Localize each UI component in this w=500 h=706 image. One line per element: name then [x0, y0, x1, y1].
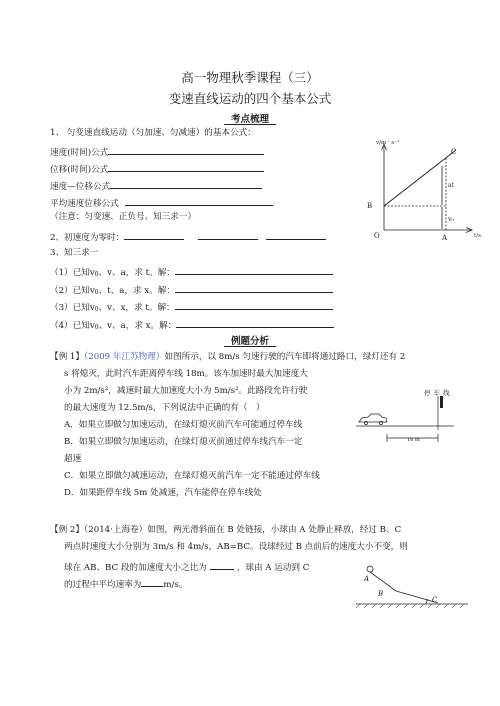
section-heading-examples: 例题分析: [230, 336, 269, 347]
stop-line-label: 停车线: [424, 389, 453, 397]
case-var: v: [89, 268, 95, 278]
formula-displacement-time-label: 位移(时间)公式: [50, 165, 109, 175]
formula-displacement-time: [50, 162, 264, 176]
page-subtitle: 变速直线运动的四个基本公式: [168, 91, 332, 106]
case-var: v: [89, 303, 95, 313]
example-2-line-2: 两点时速度大小分别为 3m/s 和 4m/s，AB=BC。设球经过 B 点前后的速度大小不变，则: [64, 542, 408, 552]
example-2-tag: 【例 2】: [50, 525, 84, 535]
answer-blank[interactable]: [141, 577, 163, 587]
case-var: a: [120, 321, 126, 331]
example-1-option-b-continued: 超速: [64, 454, 82, 464]
answer-blank[interactable]: [210, 560, 234, 570]
point-b-label: B: [367, 202, 373, 210]
x-axis-label: t/s: [474, 233, 481, 239]
incline-figure: [352, 560, 472, 610]
point-c-label: C: [451, 148, 457, 156]
answer-blank[interactable]: [124, 230, 184, 240]
case-prefix: （3）已知: [50, 303, 90, 313]
case-var: v: [89, 321, 95, 331]
example-2-line-4: [64, 577, 187, 591]
case-var: a: [119, 286, 125, 296]
case-var: v: [107, 321, 112, 331]
velocity-time-graph: [362, 134, 488, 244]
case-ask: 求 t。解：: [134, 303, 175, 313]
answer-blank[interactable]: [176, 318, 334, 328]
example-1-line-1: [50, 352, 405, 363]
case-var: t: [107, 286, 111, 296]
formula-velocity-displacement-label: 速度—位移公式: [50, 182, 111, 192]
case-4: （4）已知v0、v、a，求 x。解：: [50, 318, 334, 333]
example-1-text: 如图所示，以 8m/s 匀速行驶的汽车即将通过路口，绿灯还有 2: [164, 352, 406, 362]
case-3: （3）已知v0、v、x，求 t。解：: [50, 300, 333, 315]
case-var: v: [89, 286, 95, 296]
answer-blank[interactable]: [110, 179, 262, 189]
car-icon: [359, 414, 387, 422]
answer-blank[interactable]: [175, 283, 333, 293]
case-2: （2）已知v0、t、a，求 x。解：: [50, 283, 333, 298]
note-text: （注意：匀变速、正负号、知三求一）: [50, 212, 197, 222]
example-1-line-3: 小为 2m/s²，减速时最大加速度大小为 5m/s²。此路段允许行驶: [64, 386, 308, 396]
case-ask: 求 x。解：: [132, 286, 175, 296]
answer-blank[interactable]: [108, 145, 264, 155]
case-prefix: （1）已知: [50, 268, 90, 278]
case-ask: 求 t。解：: [134, 268, 175, 278]
example-2-line-3-text: 球在 AB、BC 段的加速度大小之比为: [64, 563, 207, 573]
point-c-label: C: [432, 596, 438, 604]
velocity-line: [384, 150, 456, 206]
point-a-label: A: [364, 575, 370, 583]
case-var: a: [120, 268, 126, 278]
example-2-line-4-text: 的过程中平均速率为: [64, 580, 142, 590]
stop-line-figure: [354, 386, 462, 446]
distance-label: 18 m: [407, 437, 420, 443]
case-var-subscript: 0: [94, 306, 99, 313]
example-1-option-a[interactable]: A．如果立即做匀加速运动，在绿灯熄灭前汽车可能通过停车线: [64, 420, 303, 430]
answer-blank[interactable]: [175, 300, 333, 310]
example-2-line-1: [50, 525, 401, 536]
item-2-text: 2、初速度为零时：: [50, 233, 125, 243]
example-1-line-4: 的最大速度为 12.5m/s，下列说法中正确的有（ ）: [64, 403, 265, 413]
example-1-option-d[interactable]: D．如果距停车线 5m 处减速，汽车能停在停车线处: [64, 488, 262, 498]
example-2-line-3-rest: ，球由 A 运动到 C: [236, 563, 310, 573]
section-heading-underline: [224, 124, 276, 125]
example-2-line-4-rest: m/s。: [163, 580, 188, 590]
ball-icon: [367, 566, 373, 572]
point-b-label: B: [378, 590, 384, 598]
answer-blank[interactable]: [125, 196, 273, 206]
case-prefix: （2）已知: [50, 286, 90, 296]
case-var-subscript: 0: [94, 324, 99, 331]
traffic-light-icon: [440, 396, 443, 408]
answer-blank[interactable]: [198, 230, 258, 240]
example-1-option-b[interactable]: B．如果立即做匀加速运动，在绿灯熄灭前通过停车线汽车一定: [64, 437, 303, 447]
v0-label: v₀: [448, 216, 454, 223]
formula-velocity-time: [50, 145, 264, 159]
case-var: v: [107, 268, 112, 278]
point-a-label: A: [442, 234, 448, 242]
answer-blank[interactable]: [175, 265, 333, 275]
example-1-source: （2009 年江苏物理）: [83, 352, 165, 362]
item-2: [50, 230, 326, 244]
formula-velocity-displacement: [50, 179, 262, 193]
case-var-subscript: 0: [94, 271, 99, 278]
origin-label: O: [374, 232, 380, 240]
formula-average-velocity-label: 平均速度位移公式: [50, 199, 119, 209]
section-heading-review: 考点梳理: [230, 114, 269, 125]
y-axis-label: v/m · s⁻¹: [376, 140, 400, 146]
case-var: x: [120, 303, 126, 313]
example-1-tag: 【例 1】: [50, 352, 84, 362]
case-prefix: （4）已知: [50, 321, 90, 331]
case-1: （1）已知v0、v、a，求 t。解：: [50, 265, 333, 280]
example-2-text: （2014·上海卷）如图，两光滑斜面在 B 处链接，小球由 A 处静止释放，经过 B、C: [83, 525, 402, 535]
item-3-text: 3、知三求一: [50, 248, 99, 258]
incline-ab: [370, 572, 396, 591]
section-heading-underline: [224, 346, 276, 347]
case-ask: 求 x。解：: [134, 321, 177, 331]
example-2-line-3: [64, 560, 309, 574]
case-var: v: [107, 303, 112, 313]
case-var-subscript: 0: [94, 289, 99, 296]
page-title: 高一物理秋季课程（三）: [181, 70, 319, 85]
answer-blank[interactable]: [108, 162, 264, 172]
formula-velocity-time-label: 速度(时间)公式: [50, 148, 109, 158]
formula-average-velocity: [50, 196, 273, 210]
example-1-option-c[interactable]: C．如果立即做匀减速运动，在绿灯熄灭前汽车一定不能通过停车线: [64, 471, 320, 481]
at-label: at: [448, 182, 454, 189]
item-1-text: 1、 匀变速直线运动（匀加速、匀减速）的基本公式：: [50, 128, 256, 138]
example-1-line-2: s 将熄灭，此时汽车距离停车线 18m。该车加速时最大加速度大: [64, 369, 308, 379]
answer-blank[interactable]: [266, 230, 326, 240]
